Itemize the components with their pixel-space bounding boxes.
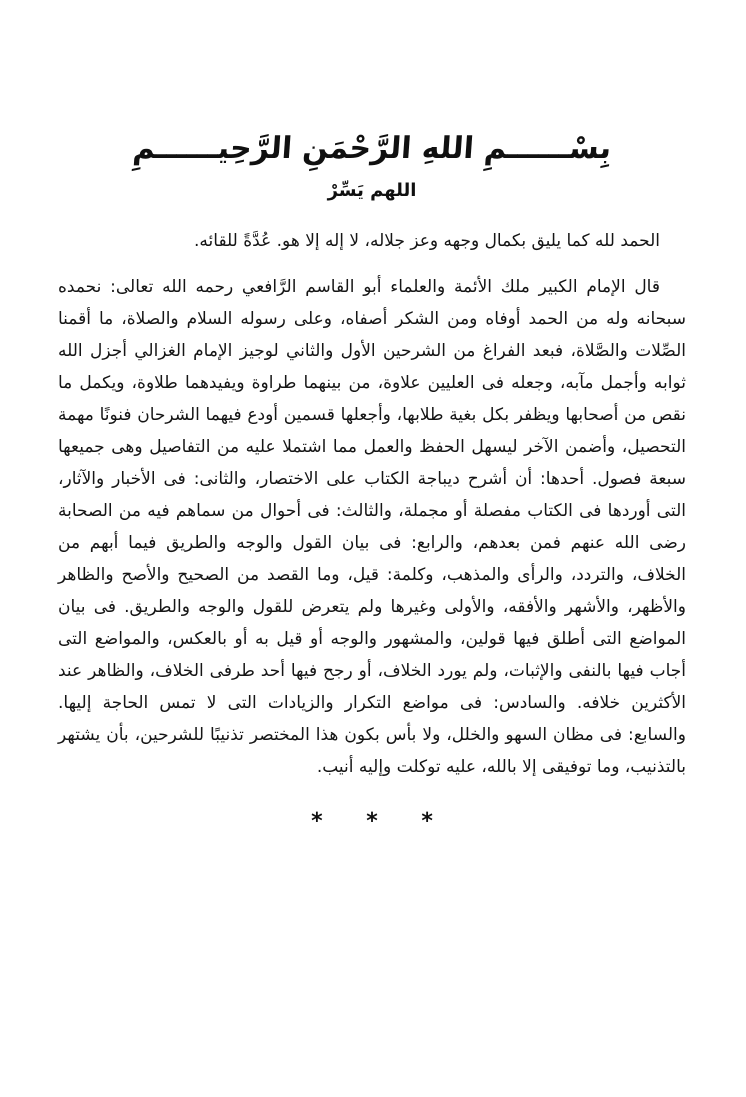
- invocation-text: اللهم يَسِّرْ: [327, 180, 417, 201]
- opening-paragraph: الحمد لله كما يليق بكمال وجهه وعز جلاله، لا إله إلا هو. عُدَّةً للقائه.: [194, 231, 660, 251]
- main-paragraph: قال الإمام الكبير ملك الأئمة والعلماء أبو القاسم الرَّافعي رحمه الله تعالى: نحمده سبحانه وله من الحمد أوفاه ومن الشكر أصفاه، وعلى رسوله السلام والصلاة، ما أقمنا الصِّلات والصَّلاة، فبعد الفراغ من الشرحين الأول والثاني لوجيز الإمام الغزالي أجزل الله ثوابه وأجمل مآبه، وجعله فى العليين علاوة، من بينهما طراوة ويفيدهما طلاوة، ويكمل ما نقص من أصحابها ويظفر بكل بغية طلابها، وأجعلها قسمين أودع فيهما الشرحان فنونًا مهمة التحصيل، وأضمن الآخر ليسهل الحفظ والعمل مما اشتملا عليه من التفاصيل وهى جميعها سبعة فصول. أحدها: أن أشرح ديباجة الكتاب على الاختصار، والثانى: فى الأخبار والآثار، التى أوردها فى الكتاب مفصلة أو مجملة، والثالث: فى أحوال من سماهم فيه من الصحابة رضى الله عنهم فمن بعدهم، والرابع: فى بيان القول والوجه والطريق فيما أبهم من الخلاف، والتردد، والرأى والمذهب، وكلمة: قيل، وما القصد من الصحيح والأصح والظاهر والأظهر، والأشهر والأفقه، والأولى وغيرها ولم يتعرض للقول والوجه والطريق. فى بيان المواضع التى أطلق فيها قولين، والمشهور والوجه أو قيل به أو بالعكس، والمواضع التى أجاب فيها بالنفى والإثبات، ولم يورد الخلاف، أو رجح فيها أحد طرفى الخلاف، والظاهر عند الأكثرين خلافه. والسادس: فى مواضع التكرار والزيادات التى لا تمس الحاجة إليها. والسابع: فى مظان السهو والخلل، ولا بأس بكون هذا المختصر تذنيبًا للشرحين، بأن يشتهر بالتذنيب، وما توفيقى إلا بالله، عليه توكلت وإليه أنيب.: [58, 277, 686, 777]
- basmala-calligraphy: بِسْــــــمِ اللهِ الرَّحْمَنِ الرَّحِيــــــمِ: [131, 131, 613, 166]
- section-divider-asterisks: * * *: [311, 809, 451, 834]
